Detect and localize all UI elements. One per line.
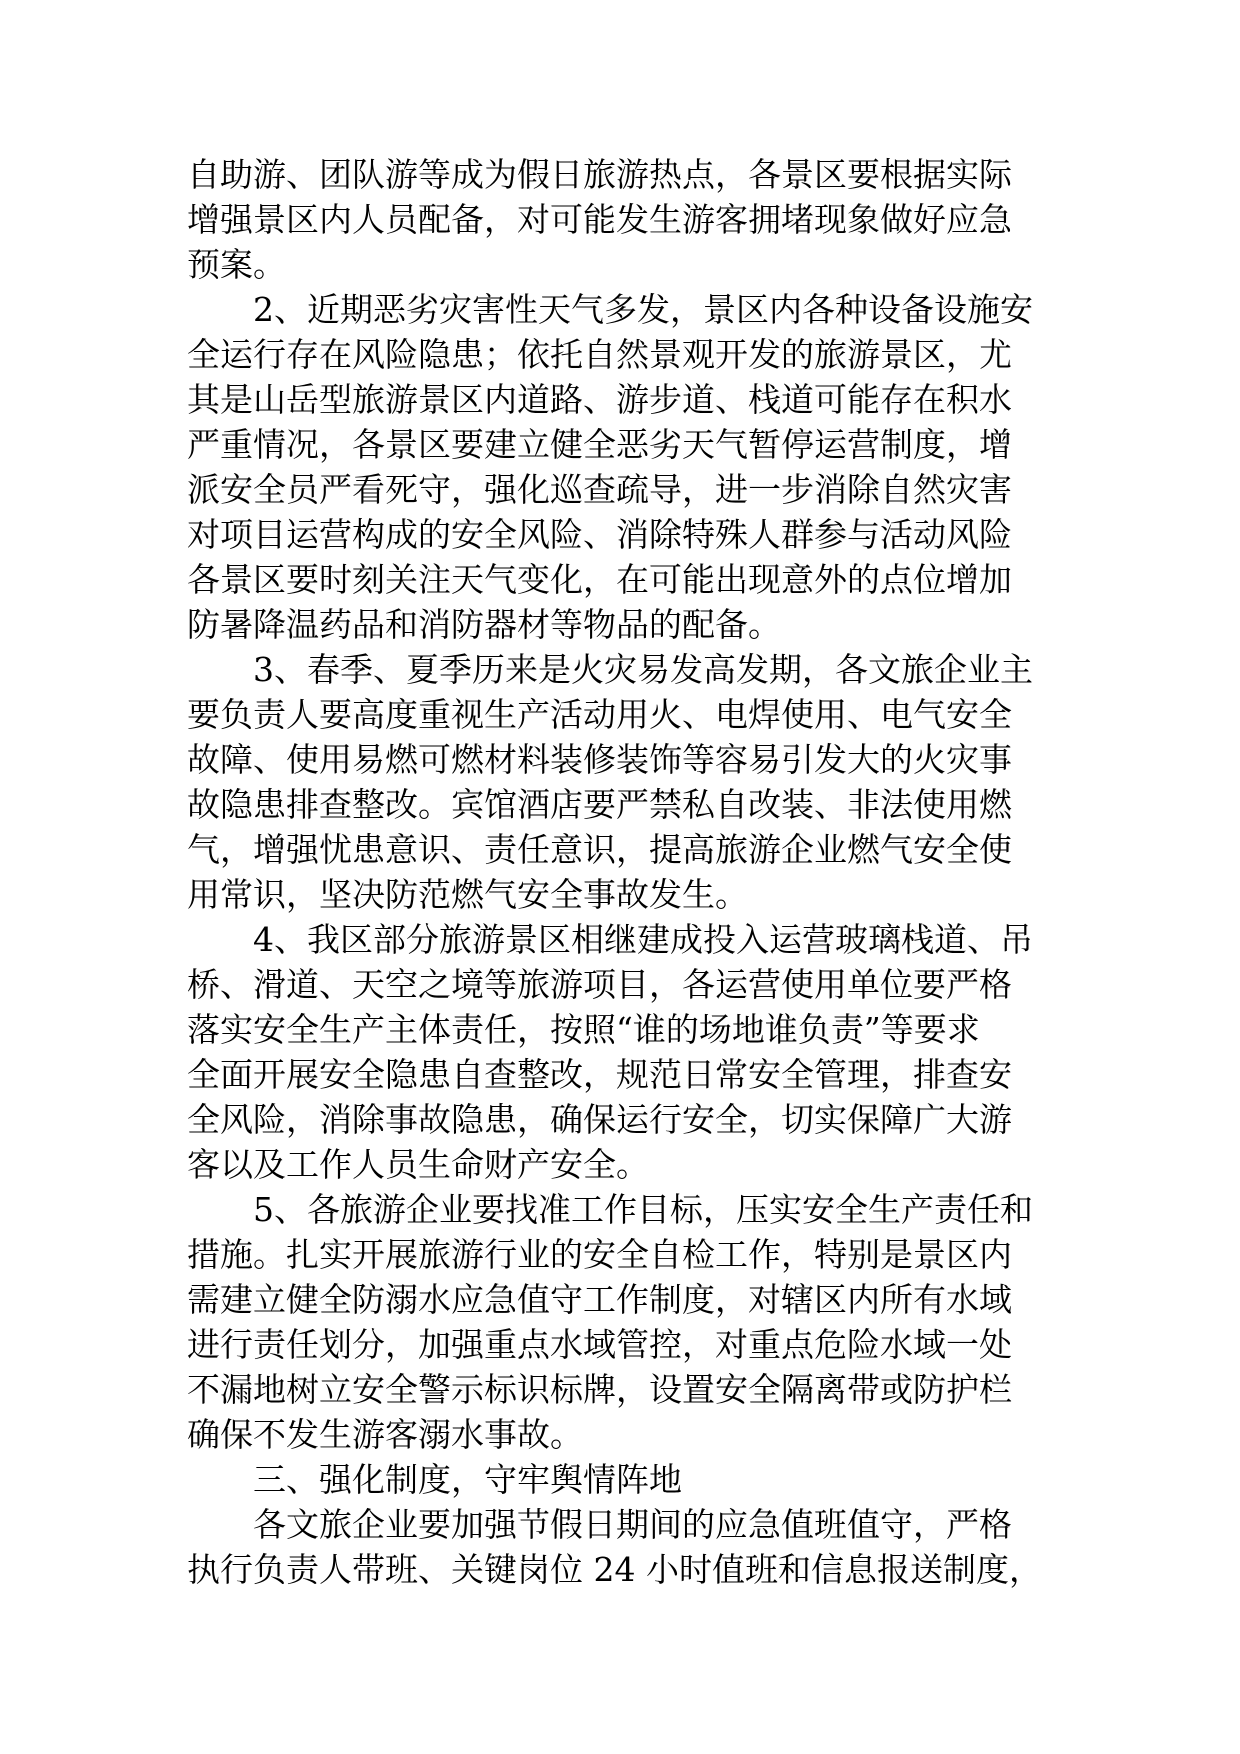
text-line: 要负责人要高度重视生产活动用火、电焊使用、电气安全 [187,695,1012,734]
text-line: 5、各旅游企业要找准工作目标，压实安全生产责任和 [253,1190,1033,1229]
text-line: 对项目运营构成的安全风险、消除特殊人群参与活动风险 [187,515,1012,554]
text-line: 气，增强忧患意识、责任意识，提高旅游企业燃气安全使 [187,830,1012,869]
text-line: 客以及工作人员生命财产安全。 [187,1145,649,1184]
text-line: 全风险，消除事故隐患，确保运行安全，切实保障广大游 [187,1100,1012,1139]
text-line: 各景区要时刻关注天气变化，在可能出现意外的点位增加 [187,560,1012,599]
document-body [187,152,1057,1592]
text-line: 预案。 [187,245,286,284]
text-line: 其是山岳型旅游景区内道路、游步道、栈道可能存在积水 [187,380,1012,419]
text-line: 桥、滑道、天空之境等旅游项目，各运营使用单位要严格 [187,965,1012,1004]
text-line: 2、近期恶劣灾害性天气多发，景区内各种设备设施安 [253,290,1033,329]
text-line: 全面开展安全隐患自查整改，规范日常安全管理，排查安 [187,1055,1012,1094]
text-line: 用常识，坚决防范燃气安全事故发生。 [187,875,748,914]
text-line: 自助游、团队游等成为假日旅游热点，各景区要根据实际 [187,155,1012,194]
text-line: 执行负责人带班、关键岗位 24 小时值班和信息报送制度， [187,1550,1042,1589]
text-line: 需建立健全防溺水应急值守工作制度，对辖区内所有水域 [187,1280,1012,1319]
text-line: 故障、使用易燃可燃材料装修装饰等容易引发大的火灾事 [187,740,1012,779]
text-line: 增强景区内人员配备，对可能发生游客拥堵现象做好应急 [187,200,1012,239]
text-line: 各文旅企业要加强节假日期间的应急值班值守，严格 [253,1505,1012,1544]
text-line: 派安全员严看死守，强化巡查疏导，进一步消除自然灾害 [187,470,1012,509]
text-line: 3、春季、夏季历来是火灾易发高发期，各文旅企业主 [253,650,1033,689]
text-line: 不漏地树立安全警示标识标牌，设置安全隔离带或防护栏 [187,1370,1012,1409]
text-line: 三、强化制度，守牢舆情阵地 [253,1460,682,1499]
text-line: 防暑降温药品和消防器材等物品的配备。 [187,605,781,644]
text-line: 措施。扎实开展旅游行业的安全自检工作，特别是景区内 [187,1235,1012,1274]
text-line: 落实安全生产主体责任，按照“谁的场地谁负责”等要求 [187,1010,980,1049]
text-line: 4、我区部分旅游景区相继建成投入运营玻璃栈道、吊 [253,920,1033,959]
text-line: 确保不发生游客溺水事故。 [187,1415,583,1454]
text-line: 故隐患排查整改。宾馆酒店要严禁私自改装、非法使用燃 [187,785,1012,824]
text-line: 进行责任划分，加强重点水域管控，对重点危险水域一处 [187,1325,1012,1364]
text-line: 全运行存在风险隐患；依托自然景观开发的旅游景区，尤 [187,335,1012,374]
text-line: 严重情况，各景区要建立健全恶劣天气暂停运营制度，增 [187,425,1012,464]
